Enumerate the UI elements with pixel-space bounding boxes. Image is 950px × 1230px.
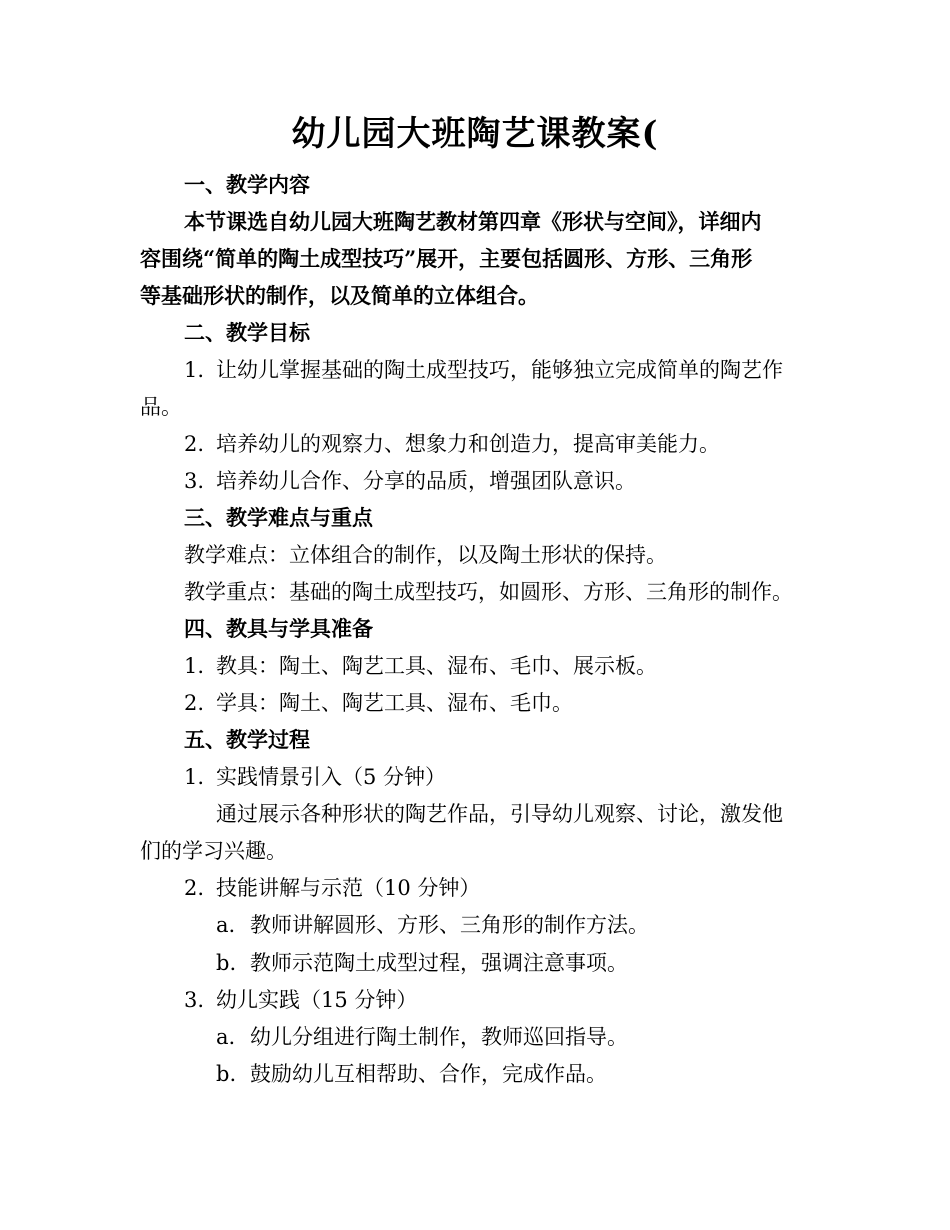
material-item-text: 教具：陶土、陶艺工具、湿布、毛巾、展示板。 [216, 654, 657, 678]
section-heading-content: 一、教学内容 [184, 172, 310, 197]
process-substep-label: b. [216, 951, 237, 975]
process-step-title: 实践情景引入（5 分钟） [216, 765, 447, 789]
process-step-title: 技能讲解与示范（10 分钟） [216, 876, 481, 900]
goal-item-number: 1. [184, 358, 205, 382]
process-step-description-continuation: 们的学习兴趣。 [140, 839, 287, 863]
document-title: 幼儿园大班陶艺课教案( [291, 114, 659, 154]
goal-item-continuation: 品。 [140, 395, 182, 419]
goal-item-text: 让幼儿掌握基础的陶土成型技巧，能够独立完成简单的陶艺作 [216, 358, 783, 382]
teaching-focus: 教学重点：基础的陶土成型技巧，如圆形、方形、三角形的制作。 [184, 580, 793, 604]
section-heading-goals: 二、教学目标 [184, 320, 310, 345]
material-item-number: 1. [184, 654, 205, 678]
process-substep-text: 鼓励幼儿互相帮助、合作，完成作品。 [250, 1062, 607, 1086]
content-paragraph-line: 本节课选自幼儿园大班陶艺教材第四章《形状与空间》，详细内 [184, 209, 762, 234]
section-heading-keypoints: 三、教学难点与重点 [184, 505, 373, 530]
goal-item-number: 2. [184, 432, 205, 456]
process-step-title: 幼儿实践（15 分钟） [216, 988, 418, 1012]
process-step-description: 通过展示各种形状的陶艺作品，引导幼儿观察、讨论，激发他 [216, 802, 783, 826]
material-item-text: 学具：陶土、陶艺工具、湿布、毛巾。 [216, 691, 573, 715]
process-step-number: 1. [184, 765, 205, 789]
process-substep-label: a. [216, 913, 236, 937]
process-substep-label: a. [216, 1025, 236, 1049]
process-substep-text: 幼儿分组进行陶土制作，教师巡回指导。 [250, 1025, 628, 1049]
section-heading-process: 五、教学过程 [184, 727, 310, 752]
process-substep-text: 教师讲解圆形、方形、三角形的制作方法。 [250, 913, 649, 937]
goal-item-text: 培养幼儿的观察力、想象力和创造力，提高审美能力。 [216, 432, 720, 456]
teaching-difficulty: 教学难点：立体组合的制作，以及陶土形状的保持。 [184, 543, 667, 567]
process-substep-text: 教师示范陶土成型过程，强调注意事项。 [250, 951, 628, 975]
content-paragraph-line: 等基础形状的制作，以及简单的立体组合。 [140, 283, 539, 308]
material-item-number: 2. [184, 691, 205, 715]
process-step-number: 2. [184, 876, 205, 900]
process-step-number: 3. [184, 988, 205, 1012]
content-paragraph-line: 容围绕“简单的陶土成型技巧”展开，主要包括圆形、方形、三角形 [140, 246, 753, 271]
goal-item-text: 培养幼儿合作、分享的品质，增强团队意识。 [216, 469, 636, 493]
process-substep-label: b. [216, 1062, 237, 1086]
goal-item-number: 3. [184, 469, 205, 493]
section-heading-materials: 四、教具与学具准备 [184, 616, 373, 641]
